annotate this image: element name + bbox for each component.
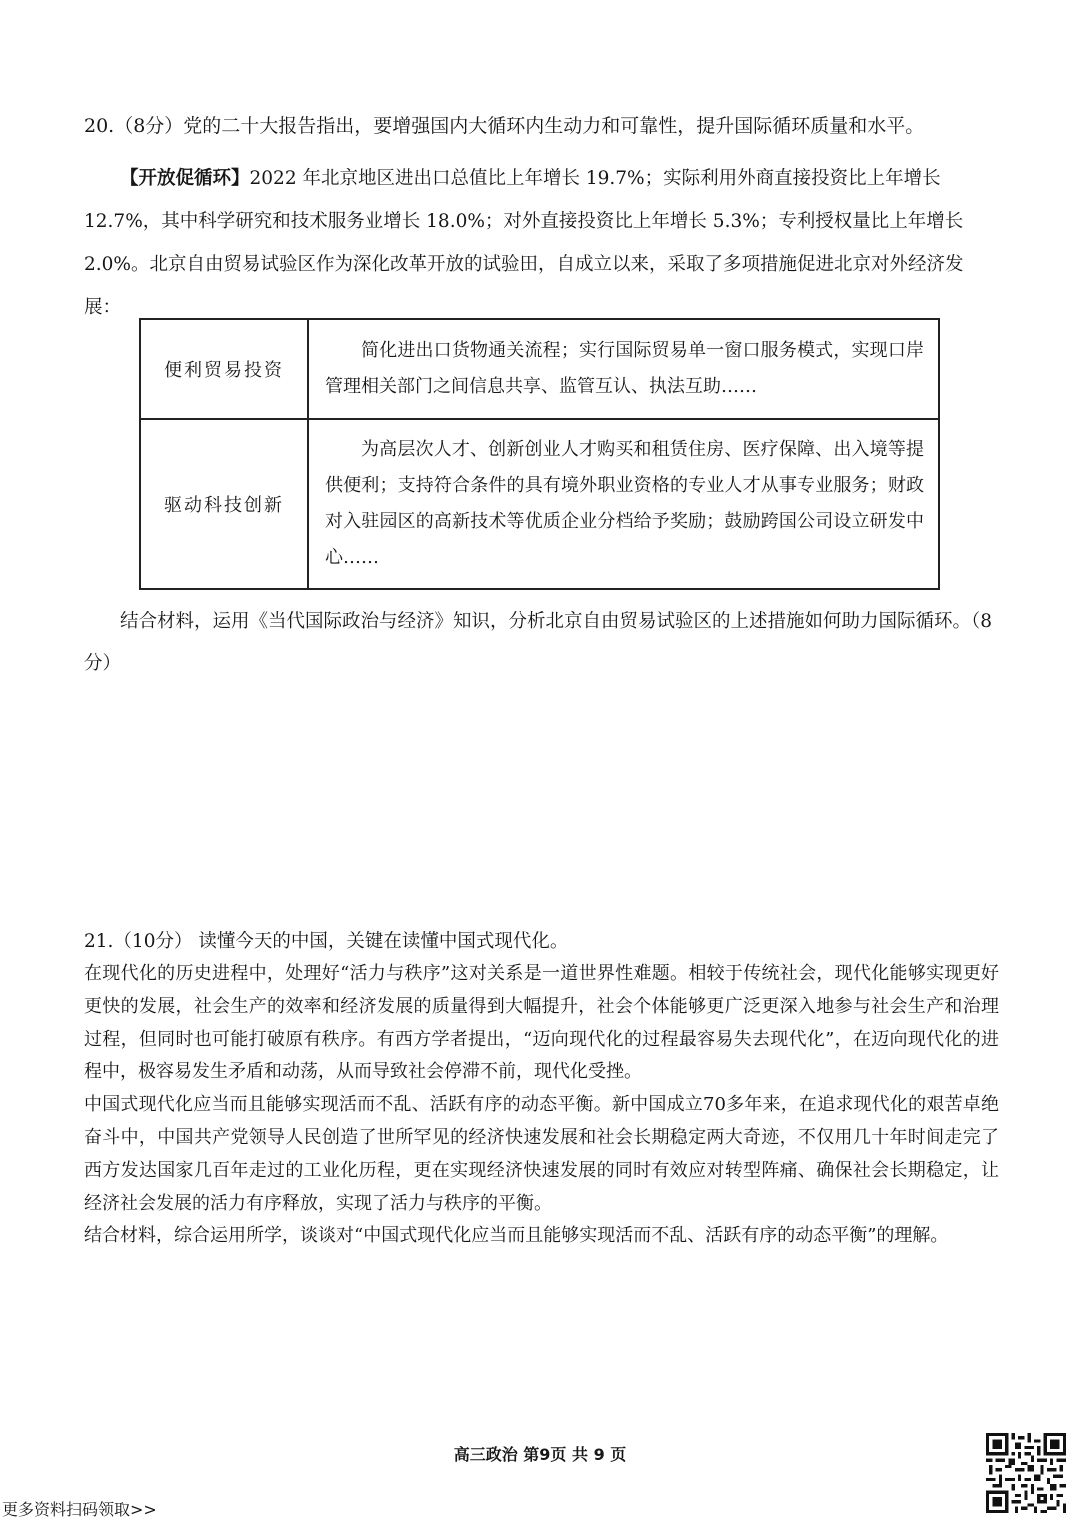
question-20-material bbox=[84, 157, 996, 329]
material-text: 2022 年北京地区进出口总值比上年增长 19.7%；实际利用外商直接投资比上年增长 12.7%，其中科学研究和技术服务业增长 18.0%；对外直接投资比上年增长 5.3%；专利授权量比上年增长 2.0%。北京自由贸易试验区作为深化改革开放的试验田，自成立以来，采取了多项措施促进北京对外经济发展： bbox=[84, 168, 964, 318]
question-20-task: 结合材料，运用《当代国际政治与经济》知识，分析北京自由贸易试验区的上述措施如何助力国际循环。（8分） bbox=[84, 611, 993, 674]
measure-content: 简化进出口货物通关流程；实行国际贸易单一窗口服务模式，实现口岸管理相关部门之间信息共享、监管互认、执法互助…… bbox=[308, 319, 939, 419]
question-21-task: 结合材料，综合运用所学，谈谈对“中国式现代化应当而且能够实现活而不乱、活跃有序的动态平衡”的理解。 bbox=[84, 1225, 949, 1247]
material-tag: 【开放促循环】 bbox=[120, 168, 250, 189]
question-20-heading: 20.（8分）党的二十大报告指出，要增强国内大循环内生动力和可靠性，提升国际循环质量和水平。 bbox=[84, 115, 925, 137]
qr-code-icon[interactable] bbox=[986, 1433, 1066, 1513]
scan-prompt: 更多资料扫码领取>> bbox=[2, 1500, 157, 1519]
measures-table bbox=[139, 318, 940, 590]
measure-category: 便利贸易投资 bbox=[140, 319, 308, 419]
material-paragraph: 中国式现代化应当而且能够实现活而不乱、活跃有序的动态平衡。新中国成立70多年来，在追求现代化的艰苦卓绝奋斗中，中国共产党领导人民创造了世所罕见的经济快速发展和社会长期稳定两大奇迹，不仅用几十年时间走完了西方发达国家几百年走过的工业化历程，更在实现经济快速发展的同时有效应对转型阵痛、确保社会长期稳定，让经济社会发展的活力有序释放，实现了活力与秩序的平衡。 bbox=[84, 1094, 999, 1214]
material-paragraph: 在现代化的历史进程中，处理好“活力与秩序”这对关系是一道世界性难题。相较于传统社会，现代化能够实现更好更快的发展，社会生产的效率和经济发展的质量得到大幅提升，社会个体能够更广泛更深入地参与社会生产和治理过程，但同时也可能打破原有秩序。有西方学者提出，“迈向现代化的过程最容易失去现代化”，在迈向现代化的进程中，极容易发生矛盾和动荡，从而导致社会停滞不前，现代化受挫。 bbox=[84, 963, 999, 1083]
table-row bbox=[140, 419, 939, 589]
measure-category: 驱动科技创新 bbox=[140, 419, 308, 589]
table-row bbox=[140, 319, 939, 419]
question-21-material bbox=[84, 958, 999, 1253]
page-footer: 高三政治 第9页 共 9 页 bbox=[453, 1445, 627, 1464]
question-21-heading: 21.（10分） 读懂今天的中国，关键在读懂中国式现代化。 bbox=[84, 931, 569, 952]
measure-content: 为高层次人才、创新创业人才购买和租赁住房、医疗保障、出入境等提供便利；支持符合条件的具有境外职业资格的专业人才从事专业服务；财政对入驻园区的高新技术等优质企业分档给予奖励；鼓励跨国公司设立研发中心…… bbox=[308, 419, 939, 589]
